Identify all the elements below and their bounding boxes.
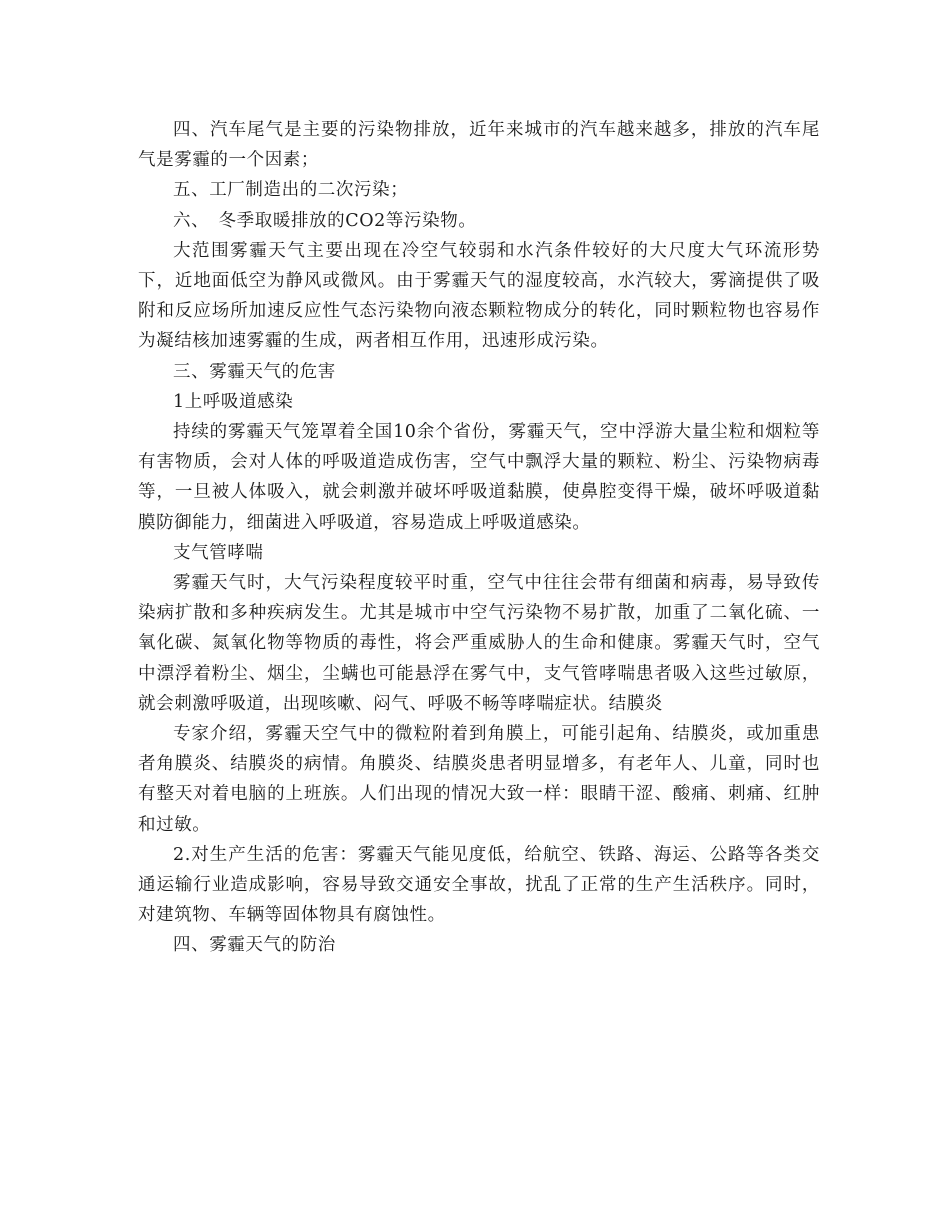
document-body — [138, 115, 820, 961]
section-heading-prevention: 四、雾霾天气的防治 — [173, 935, 336, 956]
subheading-asthma: 支气管哮喘 — [173, 542, 264, 563]
paragraph-formation-mechanism: 大范围雾霾天气主要出现在冷空气较弱和水汽条件较好的大尺度大气环流形势下，近地面低空为静风或微风。由于雾霾天气的湿度较高，水汽较大，雾滴提供了吸附和反应场所加速反应性气态污染物向液态颗粒物成分的转化，同时颗粒物也容易作为凝结核加速雾霾的生成，两者相互作用，迅速形成污染。 — [138, 240, 820, 352]
paragraph-respiratory-infection: 持续的雾霾天气笼罩着全国10余个省份，雾霾天气，空中浮游大量尘粒和烟粒等有害物质，会对人体的呼吸道造成伤害，空气中飘浮大量的颗粒、粉尘、污染物病毒等，一旦被人体吸入，就会刺激并破坏呼吸道黏膜，使鼻腔变得干燥，破坏呼吸道黏膜防御能力，细菌进入呼吸道，容易造成上呼吸道感染。 — [138, 422, 820, 533]
paragraph-asthma: 雾霾天气时，大气污染程度较平时重，空气中往往会带有细菌和病毒，易导致传染病扩散和多种疾病发生。尤其是城市中空气污染物不易扩散，加重了二氧化硫、一氧化碳、氮氧化物等物质的毒性，将会严重威胁人的生命和健康。雾霾天气时，空气中漂浮着粉尘、烟尘，尘螨也可能悬浮在雾气中，支气管哮喘患者吸入这些过敏原，就会刺激呼吸道，出现咳嗽、闷气、呼吸不畅等哮喘症状。结膜炎 — [138, 573, 820, 714]
paragraph-winter-heating: 六、 冬季取暖排放的CO2等污染物。 — [173, 210, 477, 231]
section-heading-hazards: 三、雾霾天气的危害 — [173, 361, 336, 382]
subheading-respiratory-infection: 1上呼吸道感染 — [173, 391, 294, 412]
paragraph-conjunctivitis: 专家介绍，雾霾天空气中的微粒附着到角膜上，可能引起角、结膜炎，或加重患者角膜炎、结膜炎的病情。角膜炎、结膜炎患者明显增多，有老年人、儿童，同时也有整天对着电脑的上班族。人们出现的情况大致一样：眼睛干涩、酸痛、刺痛、红肿和过敏。 — [138, 724, 820, 835]
paragraph-factory-pollution: 五、工厂制造出的二次污染； — [173, 180, 409, 201]
paragraph-car-exhaust: 四、汽车尾气是主要的污染物排放，近年来城市的汽车越来越多，排放的汽车尾气是雾霾的一个因素； — [138, 120, 820, 171]
paragraph-production-life: 2.对生产生活的危害：雾霾天气能见度低，给航空、铁路、海运、公路等各类交通运输行业造成影响，容易导致交通安全事故，扰乱了正常的生产生活秩序。同时，对建筑物、车辆等固体物具有腐蚀性。 — [138, 844, 820, 926]
